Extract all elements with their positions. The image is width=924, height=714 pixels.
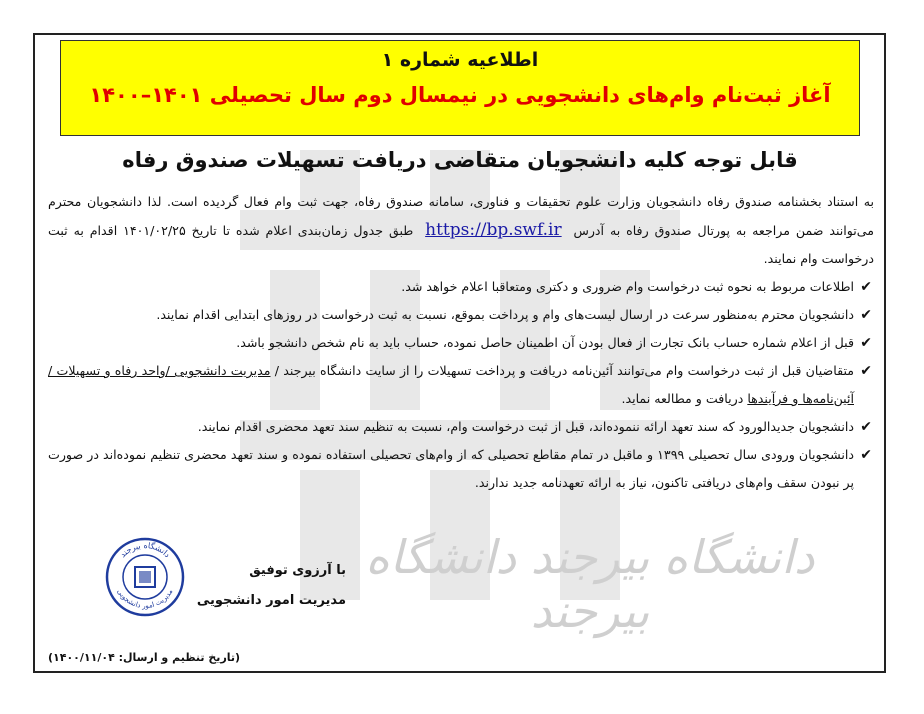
list-item: ✔ قبل از اعلام شماره حساب بانک تجارت از فعال بودن آن اطمینان حاصل نموده، حساب باید به نام شخص دانشجو باشد. — [48, 329, 874, 357]
signature-block — [197, 556, 346, 616]
checkmark-icon: ✔ — [860, 279, 872, 295]
intro-text-before: به استناد بخشنامه صندوق رفاه دانشجویان وزارت علوم تحقیقات و فناوری، سامانه صندوق رفاه، جهت ثبت وام فعال گردیده است. لذا دانشجویان محترم می‌توانند ضمن مراجعه به پورتال صندوق رفاه به آدرس — [48, 194, 874, 238]
list-item: ✔ متقاضیان قبل از ثبت درخواست وام می‌توانند آئین‌نامه دریافت و پرداخت تسهیلات را از سایت دانشگاه بیرجند / مدیریت دانشجویی /واحد رفاه و تسهیلات / آئین‌نامه‌ها و فرآیندها دریافت و مطالعه نماید. — [48, 357, 874, 413]
list-item: ✔ دانشجویان محترم به‌منظور سرعت در ارسال لیست‌های وام و پرداخت بموقع، نسبت به ثبت درخواست در روزهای ابتدایی اقدام نمایند. — [48, 301, 874, 329]
closing-line: با آرزوی توفیق — [249, 563, 346, 578]
intro-paragraph — [48, 188, 874, 273]
announcement-header — [60, 40, 860, 136]
checkmark-icon: ✔ — [860, 419, 872, 435]
list-item: ✔ دانشجویان ورودی سال تحصیلی ۱۳۹۹ و ماقبل در تمام مقاطع تحصیلی که از وام‌های تحصیلی استفاده نموده و سند تعهد محضری تنظیم نموده‌اند در صورت پر نبودن سقف وام‌های دریافتی تاکنون، نیاز به ارائه تعهدنامه جدید ندارند. — [48, 441, 874, 497]
watermark-text: دانشگاه بیرجند دانشگاه بیرجند — [365, 530, 815, 638]
section-title: قابل توجه کلیه دانشجویان متقاضی دریافت تسهیلات صندوق رفاه — [122, 148, 798, 172]
checkmark-icon: ✔ — [860, 363, 872, 379]
portal-link[interactable]: https://bp.swf.ir — [425, 220, 562, 240]
office-stamp — [104, 536, 186, 618]
bullet-list — [48, 273, 874, 497]
checkmark-icon: ✔ — [860, 335, 872, 351]
intro-text-after: طبق جدول زمان‌بندی اعلام شده تا تاریخ ۱۴۰۱/۰۲/۲۵ اقدام به ثبت درخواست وام نمایند. — [48, 223, 874, 266]
stamp-top-text: دانشگاه بیرجند — [118, 540, 172, 560]
announcement-body — [48, 188, 874, 497]
checkmark-icon: ✔ — [860, 307, 872, 323]
list-item: ✔ اطلاعات مربوط به نحوه ثبت درخواست وام ضروری و دکتری ومتعاقبا اعلام خواهد شد. — [48, 273, 874, 301]
regulations-link[interactable]: مدیریت دانشجویی /واحد رفاه و تسهیلات / آئین‌نامه‌ها و فرآیندها — [48, 363, 854, 406]
announcement-title: اطلاعیه شماره ۱ — [381, 49, 539, 71]
signatory: مدیریت امور دانشجویی — [196, 593, 346, 608]
checkmark-icon: ✔ — [860, 447, 872, 463]
announcement-subtitle: آغاز ثبت‌نام وام‌های دانشجویی در نیمسال دوم سال تحصیلی ۱۴۰۱–۱۴۰۰ — [89, 83, 831, 107]
list-item: ✔ دانشجویان جدیدالورود که سند تعهد ارائه ننموده‌اند، قبل از ثبت درخواست وام، نسبت به تنظیم سند تعهد محضری اقدام نمایند. — [48, 413, 874, 441]
issue-date: (تاریخ تنظیم و ارسال: ۱۴۰۰/۱۱/۰۴) — [48, 651, 241, 664]
stamp-bottom-text: مدیریت امور دانشجویی — [115, 587, 175, 611]
